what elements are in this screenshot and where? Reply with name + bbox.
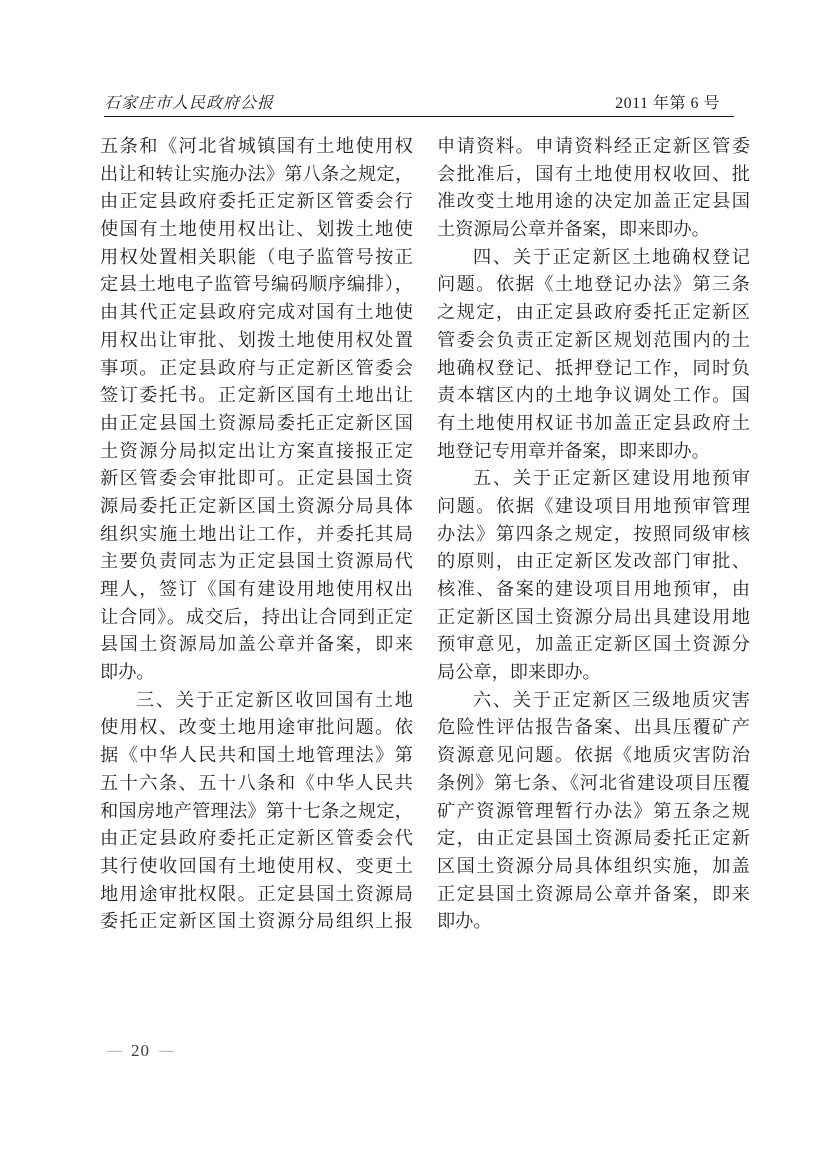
page-number: 20: [131, 1041, 150, 1060]
body-line: 五、关于正定新区建设用地预审: [473, 468, 750, 489]
document-body: [100, 133, 750, 936]
body-line: 定，由正定县国土资源局委托正定新: [437, 828, 750, 849]
body-line: 由其代正定县政府完成对国有土地使: [100, 302, 413, 323]
body-line: 签订委托书。正定新区国有土地出让: [100, 385, 413, 406]
body-line: 条例》第七条、《河北省建设项目压覆: [437, 772, 750, 793]
body-line: 由正定县政府委托正定新区管委会代: [100, 828, 413, 849]
body-line: 三、关于正定新区收回国有土地: [136, 689, 413, 710]
publication-title: 石家庄市人民政府公报: [104, 95, 275, 112]
body-line: 管委会负责正定新区规划范围内的土: [437, 329, 750, 350]
body-line: 矿产资源管理暂行办法》第五条之规: [437, 800, 750, 821]
body-line: 据《中华人民共和国土地管理法》第: [100, 745, 413, 766]
body-line: 即办。: [100, 662, 155, 683]
body-line: 县国土资源局加盖公章并备案，即来: [100, 634, 413, 655]
body-line: 危险性评估报告备案、出具压覆矿产: [437, 717, 750, 738]
body-line: 土资源分局拟定出让方案直接报正定: [100, 440, 413, 461]
body-line: 其行使收回国有土地使用权、变更土: [100, 855, 413, 876]
body-line: 六、关于正定新区三级地质灾害: [473, 689, 750, 710]
body-line: 用权出让审批、划拨土地使用权处置: [100, 329, 413, 350]
body-line: 理人，签订《国有建设用地使用权出: [100, 579, 413, 599]
body-line: 问题。依据《土地登记办法》第三条: [437, 274, 750, 295]
body-line: 土资源局公章并备案，即来即办。: [437, 219, 710, 240]
body-line: 正定县国土资源局公章并备案，即来: [437, 883, 750, 904]
body-line: 预审意见，加盖正定新区国土资源分: [437, 634, 750, 655]
page-number-dash-left: —: [107, 1042, 122, 1059]
body-line: 出让和转让实施办法》第八条之规定，: [100, 163, 413, 184]
page-header: [104, 90, 734, 117]
body-line: 正定新区国土资源分局出具建设用地: [437, 606, 750, 627]
issue-number: 2011 年第 6 号: [615, 95, 720, 112]
body-line: 即办。: [437, 911, 492, 932]
page-footer: [107, 1041, 174, 1061]
body-line: 定县土地电子监管号编码顺序编排），: [100, 274, 413, 295]
body-line: 责本辖区内的土地争议调处工作。国: [437, 385, 750, 406]
body-line: 问题。依据《建设项目用地预审管理: [437, 495, 750, 516]
body-line: 办法》第四条之规定，按照同级审核: [437, 523, 750, 544]
body-line: 由正定县国土资源局委托正定新区国: [100, 412, 413, 433]
text-column-left: [100, 133, 413, 936]
body-line: 使用权、改变土地用途审批问题。依: [100, 717, 413, 738]
body-line: 五条和《河北省城镇国有土地使用权: [100, 136, 413, 156]
body-line: 资源意见问题。依据《地质灾害防治: [437, 745, 750, 766]
body-line: 局公章，即来即办。: [437, 662, 601, 683]
body-line: 四、关于正定新区土地确权登记: [473, 246, 750, 267]
body-line: 新区管委会审批即可。正定县国土资: [100, 468, 413, 489]
body-line: 申请资料。申请资料经正定新区管委: [437, 136, 750, 156]
body-line: 源局委托正定新区国土资源分局具体: [100, 495, 413, 516]
body-line: 之规定，由正定县政府委托正定新区: [437, 302, 750, 323]
body-line: 五十六条、五十八条和《中华人民共: [100, 772, 413, 793]
text-column-right: [437, 133, 750, 936]
body-line: 主要负责同志为正定县国土资源局代: [100, 551, 413, 572]
body-line: 的原则，由正定新区发改部门审批、: [437, 551, 750, 572]
body-line: 让合同》。成交后，持出让合同到正定: [100, 606, 413, 627]
body-line: 核准、备案的建设项目用地预审，由: [437, 579, 750, 599]
body-line: 会批准后，国有土地使用权收回、批: [437, 163, 750, 184]
body-line: 事项。正定县政府与正定新区管委会: [100, 357, 413, 378]
body-line: 使国有土地使用权出让、划拨土地使: [100, 219, 413, 240]
body-line: 地登记专用章并备案，即来即办。: [437, 440, 710, 461]
body-line: 和国房地产管理法》第十七条之规定，: [100, 800, 413, 821]
page-number-dash-right: —: [159, 1042, 174, 1059]
body-line: 由正定县政府委托正定新区管委会行: [100, 191, 413, 212]
body-line: 区国土资源分局具体组织实施，加盖: [437, 855, 750, 876]
body-line: 地用途审批权限。正定县国土资源局: [100, 883, 413, 904]
body-line: 有土地使用权证书加盖正定县政府土: [437, 412, 750, 433]
body-line: 地确权登记、抵押登记工作，同时负: [437, 357, 750, 378]
body-line: 组织实施土地出让工作，并委托其局: [100, 523, 413, 544]
body-line: 准改变土地用途的决定加盖正定县国: [437, 191, 750, 212]
body-line: 用权处置相关职能（电子监管号按正: [100, 246, 413, 267]
body-line: 委托正定新区国土资源分局组织上报: [100, 911, 413, 932]
